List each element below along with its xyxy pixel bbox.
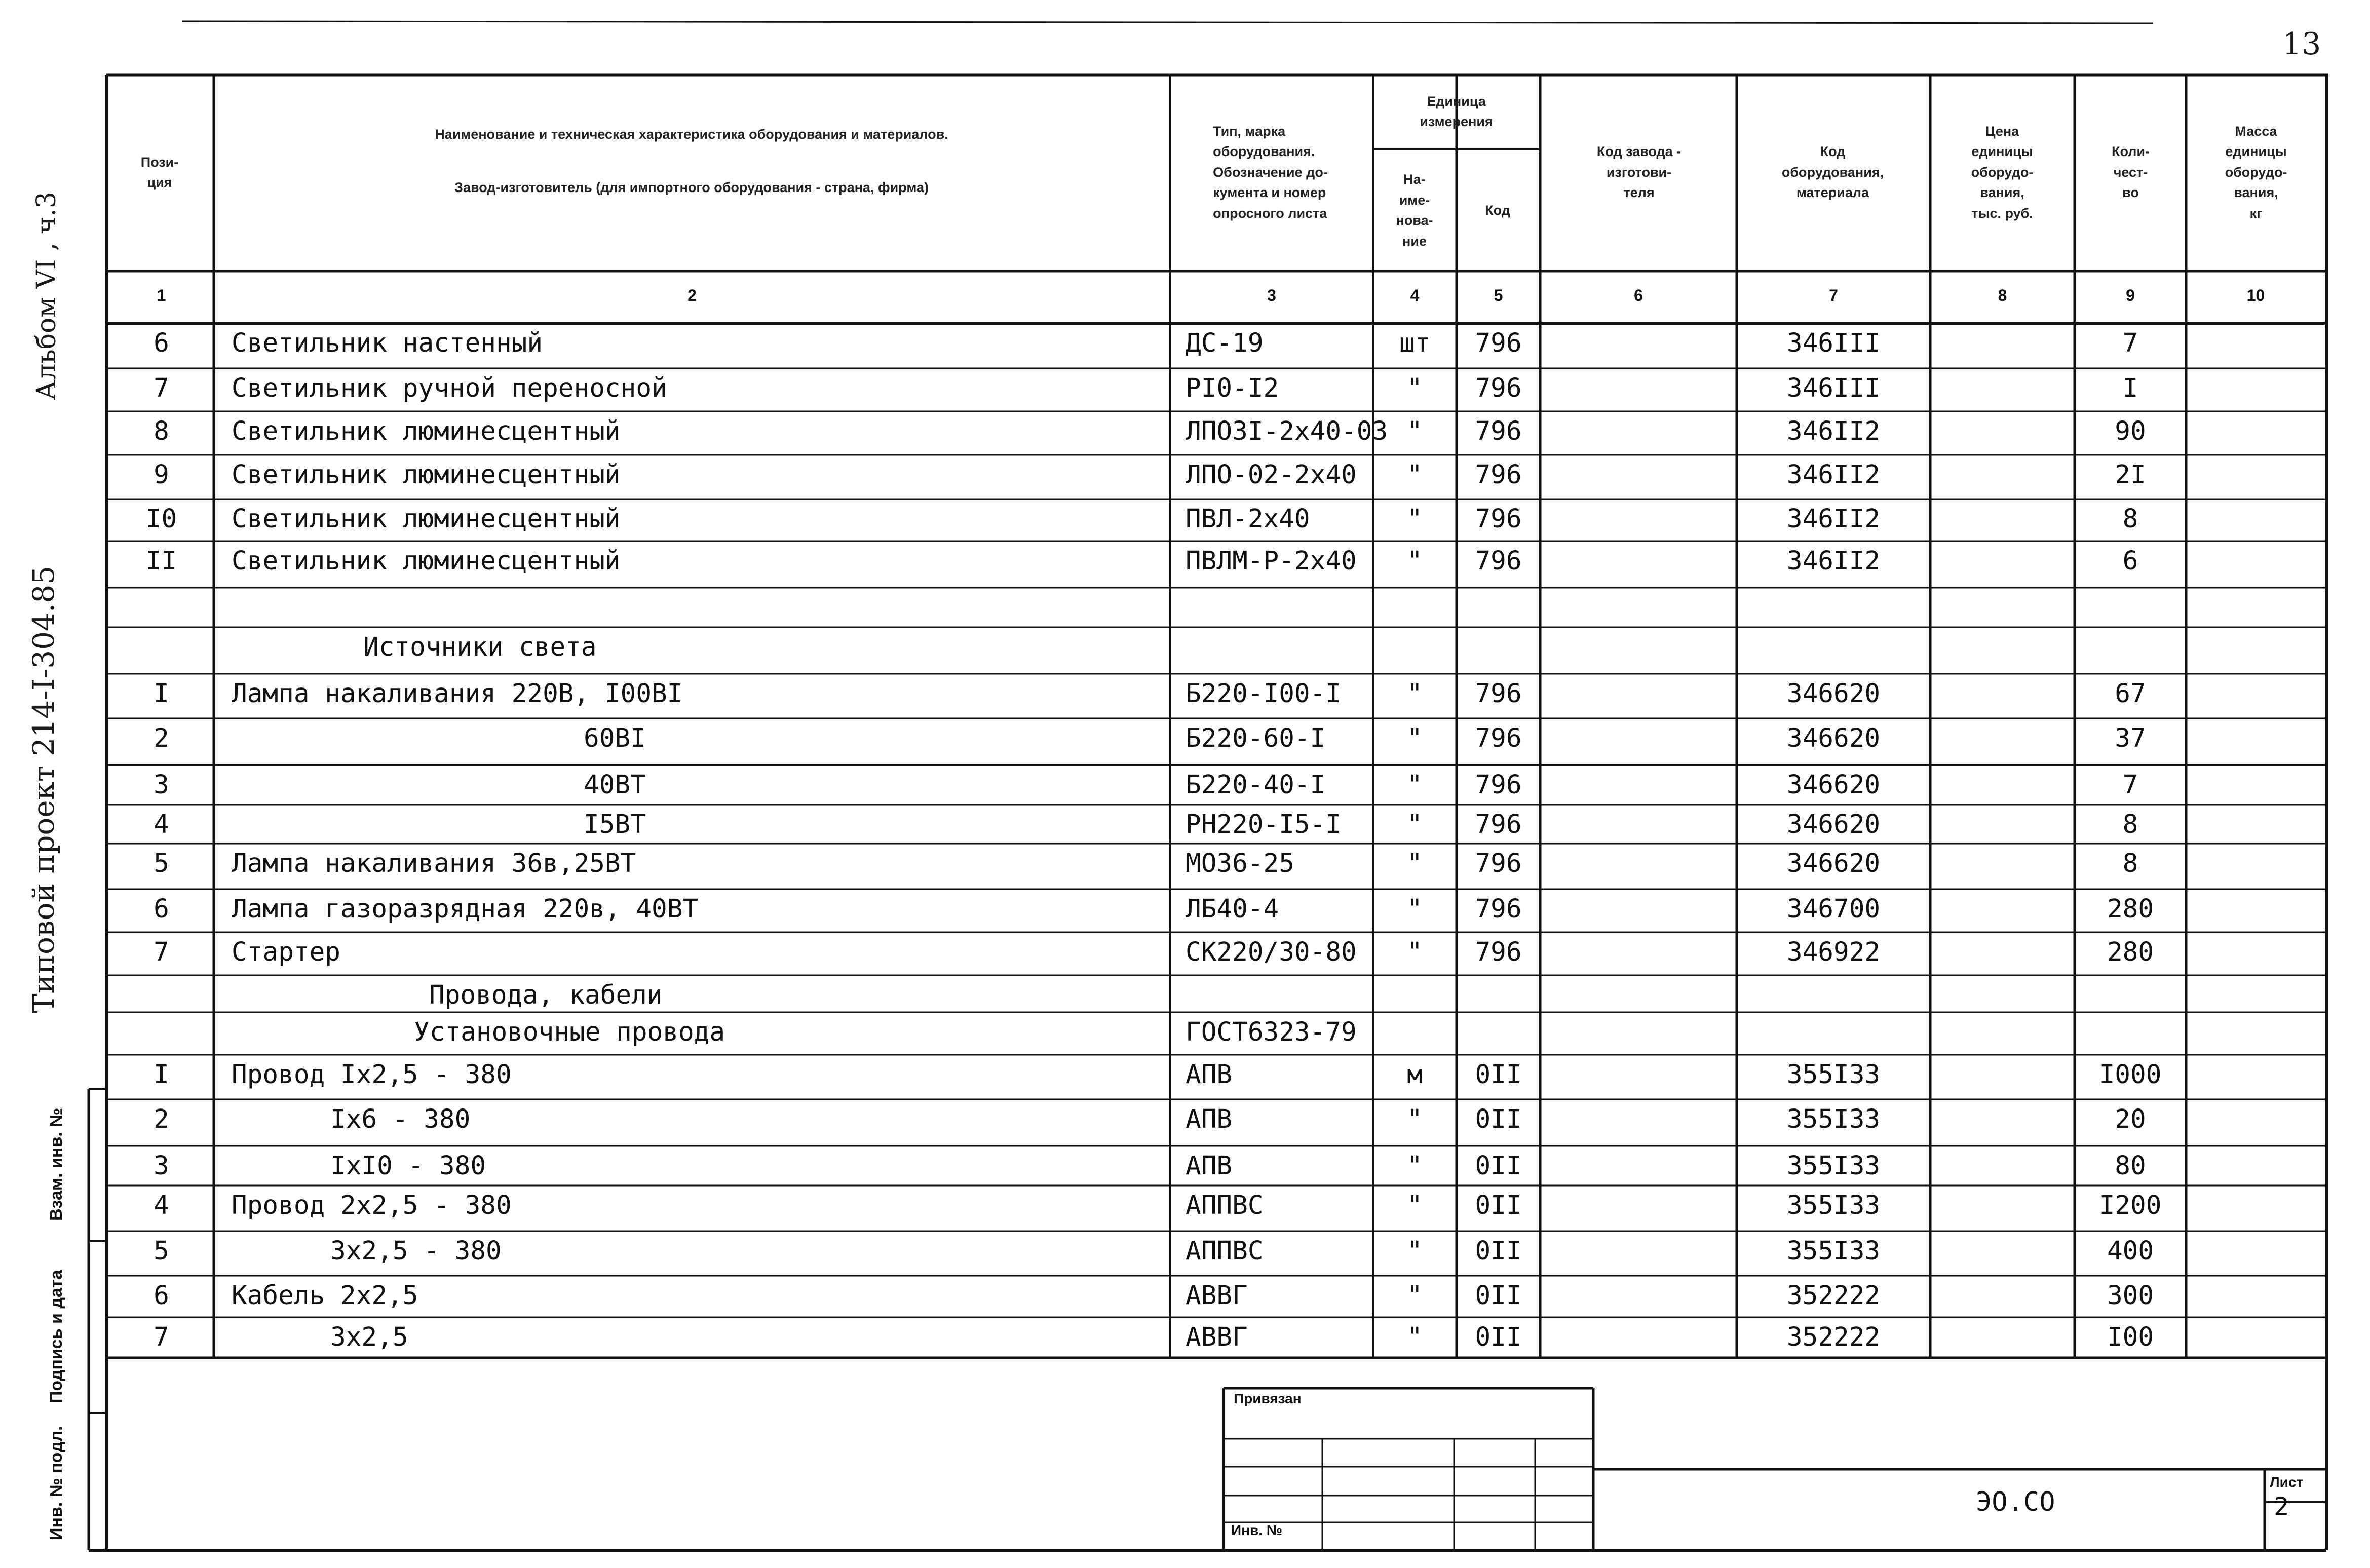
row-material-code: 346II2 (1786, 504, 1881, 534)
column-number: 2 (687, 286, 697, 304)
row-position: II (145, 546, 177, 576)
document-code: ЭО.СО (1976, 1487, 2055, 1517)
row-material-code: 346II2 (1786, 460, 1881, 490)
row-unit-code: 796 (1475, 679, 1522, 709)
row-position: 7 (154, 937, 169, 967)
row-unit-code: 0II (1475, 1322, 1522, 1352)
column-number: 8 (1998, 286, 2007, 304)
row-type: Б220-60-I (1186, 723, 1326, 753)
row-name: Провод 2х2,5 - 380 (232, 1191, 512, 1220)
column-number: 1 (157, 286, 166, 304)
row-unit-code: 796 (1475, 894, 1522, 924)
header-type: Тип, марка оборудования. Обозначение до- кумента и номер опросного листа (1213, 123, 1328, 221)
row-quantity: 6 (2122, 546, 2138, 576)
row-position: 2 (154, 723, 169, 753)
row-unit-code: 796 (1475, 810, 1522, 839)
row-unit: " (1407, 849, 1423, 878)
row-unit-code: 796 (1475, 937, 1522, 967)
row-type: ДС-19 (1186, 328, 1264, 358)
row-name: Установочные провода (414, 1017, 725, 1047)
row-unit: " (1407, 1191, 1423, 1220)
stamp-podpis-data: Подпись и дата (47, 1270, 66, 1403)
row-name: Лампа накаливания 36в,25ВТ (232, 849, 636, 878)
row-material-code: 346922 (1786, 937, 1881, 967)
row-quantity: I00 (2107, 1322, 2154, 1352)
row-material-code: 346620 (1786, 810, 1881, 839)
row-unit: " (1407, 679, 1423, 709)
row-type: СК220/30-80 (1186, 937, 1357, 967)
row-quantity: 300 (2107, 1281, 2154, 1311)
row-position: 9 (154, 460, 169, 490)
row-name: Светильник люминесцентный (232, 460, 621, 490)
row-unit: " (1407, 1151, 1423, 1181)
row-unit: " (1407, 770, 1423, 800)
row-unit-code: 796 (1475, 460, 1522, 490)
column-number: 5 (1494, 286, 1503, 304)
row-material-code: 346II2 (1786, 546, 1881, 576)
row-unit-code: 796 (1475, 723, 1522, 753)
row-material-code: 346700 (1786, 894, 1881, 924)
row-name: 40ВТ (584, 770, 646, 800)
row-quantity: I000 (2099, 1060, 2162, 1090)
row-name: Кабель 2х2,5 (232, 1281, 418, 1311)
row-quantity: 400 (2107, 1236, 2154, 1266)
corner-mark: 13 (2282, 26, 2321, 62)
header-position: Пози- ция (140, 154, 179, 190)
row-unit-code: 0II (1475, 1191, 1522, 1220)
row-name: Стартер (232, 937, 340, 967)
row-position: 2 (154, 1104, 169, 1134)
project-label: Типовой проект 214-I-304.85 (26, 565, 61, 1013)
row-unit-code: 796 (1475, 328, 1522, 358)
header-price: Цена единицы оборудо- вания, тыс. руб. (1971, 123, 2034, 221)
row-quantity: 2I (2115, 460, 2146, 490)
row-material-code: 346III (1786, 328, 1881, 358)
row-unit: " (1407, 723, 1423, 753)
row-quantity: I200 (2099, 1191, 2162, 1220)
row-unit-code: 796 (1475, 373, 1522, 403)
row-name: Светильник люминесцентный (232, 504, 621, 534)
row-unit-code: 796 (1475, 546, 1522, 576)
row-name: Провод Iх2,5 - 380 (232, 1060, 512, 1090)
row-quantity: I (2122, 373, 2138, 403)
row-unit: м (1407, 1060, 1423, 1090)
header-material-code: Код оборудования, материала (1781, 144, 1884, 201)
row-name: Светильник люминесцентный (232, 416, 621, 446)
row-unit: шт (1399, 328, 1431, 358)
row-unit-code: 796 (1475, 504, 1522, 534)
row-position: 6 (154, 1281, 169, 1311)
row-quantity: 67 (2115, 679, 2146, 709)
row-name: 3х2,5 (330, 1322, 408, 1352)
row-quantity: 7 (2122, 770, 2138, 800)
row-material-code: 346620 (1786, 770, 1881, 800)
row-unit: " (1407, 373, 1423, 403)
row-type: МО36-25 (1186, 849, 1294, 878)
column-number: 10 (2246, 286, 2265, 304)
row-material-code: 346620 (1786, 679, 1881, 709)
row-quantity: 8 (2122, 810, 2138, 839)
row-position: 7 (154, 373, 169, 403)
row-type: АВВГ (1186, 1322, 1248, 1352)
row-type: АВВГ (1186, 1281, 1248, 1311)
row-position: 4 (154, 1191, 169, 1220)
row-material-code: 355I33 (1786, 1104, 1881, 1134)
row-unit: " (1407, 1281, 1423, 1311)
row-material-code: 355I33 (1786, 1151, 1881, 1181)
row-type: Б220-40-I (1186, 770, 1326, 800)
row-material-code: 346620 (1786, 723, 1881, 753)
row-unit-code: 0II (1475, 1104, 1522, 1134)
row-unit-code: 0II (1475, 1060, 1522, 1090)
privyazan-label: Привязан (1234, 1391, 1302, 1406)
row-name: I5ВТ (584, 810, 646, 839)
row-quantity: 280 (2107, 894, 2154, 924)
sheet-number: 2 (2274, 1492, 2289, 1521)
row-material-code: 352222 (1786, 1322, 1881, 1352)
row-material-code: 346620 (1786, 849, 1881, 878)
row-name: IхI0 - 380 (330, 1151, 486, 1181)
row-name: Лампа газоразрядная 220в, 40ВТ (232, 894, 699, 924)
row-position: 7 (154, 1322, 169, 1352)
row-unit: " (1407, 1236, 1423, 1266)
row-unit-code: 796 (1475, 416, 1522, 446)
row-name: Источники света (363, 632, 597, 662)
row-name: Провода, кабели (429, 980, 663, 1010)
row-unit: " (1407, 416, 1423, 446)
row-position: I (154, 679, 169, 709)
row-quantity: 20 (2115, 1104, 2146, 1134)
row-name: Светильник ручной переносной (232, 373, 667, 403)
row-position: 6 (154, 894, 169, 924)
header-unit-code: Код (1485, 202, 1510, 218)
row-type: АППВС (1186, 1236, 1264, 1266)
row-quantity: 90 (2115, 416, 2146, 446)
header-maker-code: Код завода - изготови- теля (1596, 144, 1681, 201)
stamp-inv-podl: Инв. № подл. (47, 1426, 66, 1540)
row-material-code: 355I33 (1786, 1236, 1881, 1266)
row-name: Светильник настенный (232, 328, 543, 358)
row-unit-code: 0II (1475, 1151, 1522, 1181)
row-position: 8 (154, 416, 169, 446)
row-position: I0 (145, 504, 177, 534)
row-name: Iх6 - 380 (330, 1104, 471, 1134)
row-type: АПВ (1186, 1151, 1233, 1181)
album-label: Альбом VI , ч.3 (31, 192, 62, 400)
row-name: Лампа накаливания 220В, I00ВI (232, 679, 683, 709)
header-name-line1: Наименование и техническая характеристика оборудования и материалов. (435, 126, 948, 142)
row-material-code: 355I33 (1786, 1060, 1881, 1090)
header-mass: Масса единицы оборудо- вания, кг (2225, 123, 2287, 221)
row-type: ПВЛМ-Р-2х40 (1186, 546, 1357, 576)
row-unit-code: 0II (1475, 1281, 1522, 1311)
row-unit: " (1407, 894, 1423, 924)
row-unit-code: 796 (1475, 849, 1522, 878)
row-quantity: 280 (2107, 937, 2154, 967)
row-type: РI0-I2 (1186, 373, 1279, 403)
row-quantity: 8 (2122, 504, 2138, 534)
row-unit-code: 796 (1475, 770, 1522, 800)
row-name: Светильник люминесцентный (232, 546, 621, 576)
row-name: 3х2,5 - 380 (330, 1236, 502, 1266)
row-type: ЛПО-02-2х40 (1186, 460, 1357, 490)
row-unit: " (1407, 937, 1423, 967)
row-quantity: 8 (2122, 849, 2138, 878)
column-number: 7 (1829, 286, 1838, 304)
row-type: ГОСТ6323-79 (1186, 1017, 1357, 1047)
row-unit: " (1407, 504, 1423, 534)
sheet-label: Лист (2270, 1474, 2304, 1490)
row-type: ПВЛ-2х40 (1186, 504, 1310, 534)
row-unit: " (1407, 546, 1423, 576)
row-material-code: 346II2 (1786, 416, 1881, 446)
row-quantity: 7 (2122, 328, 2138, 358)
column-number: 9 (2126, 286, 2135, 304)
header-unit-group: Единица измерения (1420, 93, 1493, 129)
header-quantity: Коли- чест- во (2111, 144, 2150, 201)
row-position: 5 (154, 849, 169, 878)
row-type: АППВС (1186, 1191, 1264, 1220)
row-type: АПВ (1186, 1060, 1233, 1090)
header-unit-name: На- име- нова- ние (1396, 172, 1433, 249)
row-type: АПВ (1186, 1104, 1233, 1134)
row-position: 3 (154, 1151, 169, 1181)
row-quantity: 80 (2115, 1151, 2146, 1181)
row-type: ЛПО3I-2х40-03 (1186, 416, 1388, 446)
grid-line (182, 21, 2153, 23)
row-material-code: 355I33 (1786, 1191, 1881, 1220)
row-type: РН220-I5-I (1186, 810, 1342, 839)
column-number: 3 (1267, 286, 1276, 304)
row-unit-code: 0II (1475, 1236, 1522, 1266)
row-position: I (154, 1060, 169, 1090)
column-number: 6 (1634, 286, 1643, 304)
row-type: Б220-I00-I (1186, 679, 1342, 709)
header-name-line2: Завод-изготовитель (для импортного оборудования - страна, фирма) (454, 179, 929, 195)
row-unit: " (1407, 810, 1423, 839)
row-name: 60ВI (584, 723, 646, 753)
column-number: 4 (1410, 286, 1420, 304)
row-material-code: 352222 (1786, 1281, 1881, 1311)
row-unit: " (1407, 1322, 1423, 1352)
row-position: 3 (154, 770, 169, 800)
row-type: ЛБ40-4 (1186, 894, 1279, 924)
row-unit: " (1407, 1104, 1423, 1134)
row-unit: " (1407, 460, 1423, 490)
inv-label: Инв. № (1231, 1522, 1283, 1538)
row-material-code: 346III (1786, 373, 1881, 403)
row-position: 4 (154, 810, 169, 839)
row-position: 6 (154, 328, 169, 358)
row-quantity: 37 (2115, 723, 2146, 753)
row-position: 5 (154, 1236, 169, 1266)
stamp-vzam-inv: Взам. инв. № (47, 1107, 66, 1221)
